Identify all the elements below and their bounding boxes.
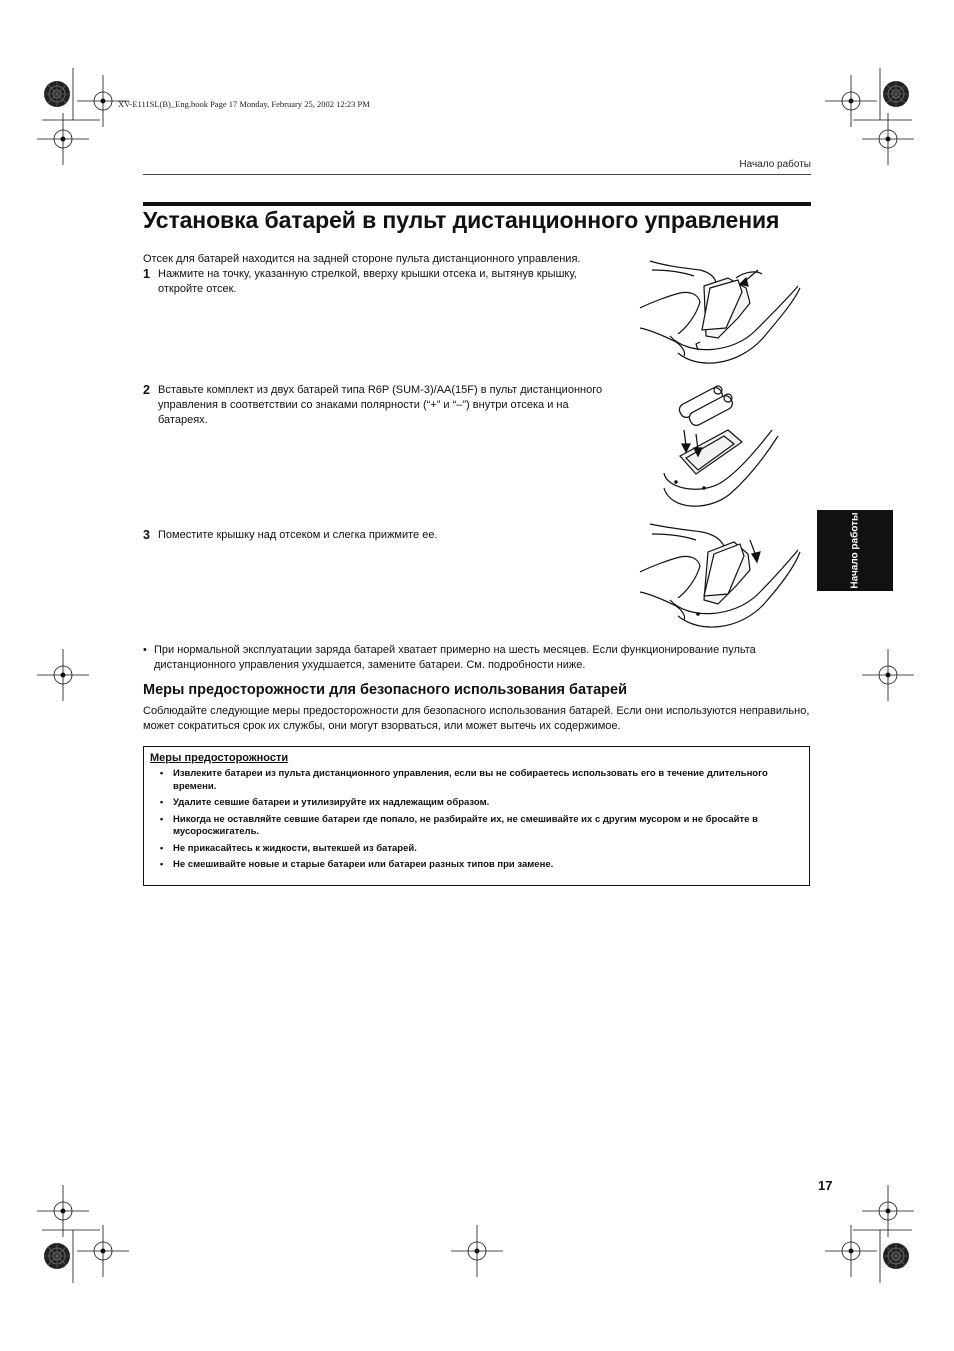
step-text: Вставьте комплект из двух батарей типа R6P (SUM-3)/AA(15F) в пульт дистанционного управления в соответствии со знаками полярности (“+” и “–”) внутри отсека и на батареях. xyxy=(158,384,603,426)
title-bar xyxy=(143,202,811,206)
step-number: 3 xyxy=(143,528,150,542)
bullet-icon: • xyxy=(159,813,164,825)
caution-item-text: Не смешивайте новые и старые батареи или батареи разных типов при замене. xyxy=(173,859,554,870)
step-number: 2 xyxy=(143,383,150,397)
section-label: Начало работы xyxy=(739,159,811,170)
step-1 xyxy=(143,267,623,297)
list-item xyxy=(150,814,803,839)
caution-title: Меры предосторожности xyxy=(150,752,289,764)
bullet-icon: • xyxy=(159,768,164,779)
step-text: Нажмите на точку, указанную стрелкой, вверху крышки отсека и, вытянув крышку, откройте отсек. xyxy=(158,268,577,295)
print-header: XV-E111SL(B)_Eng.book Page 17 Monday, February 25, 2002 12:23 PM xyxy=(118,99,370,109)
side-tab-label: Начало работы xyxy=(849,512,861,589)
caution-item-text: Не прикасайтесь к жидкости, вытекшей из батарей. xyxy=(173,842,417,854)
insert-batteries-illustration xyxy=(660,378,780,513)
caution-item-text: Извлеките батареи из пульта дистанционного управления, если вы не собираетесь использовать его в течение длительного времени. xyxy=(173,768,768,792)
page-title: Установка батарей в пульт дистанционного управления xyxy=(143,207,780,233)
remote-open-cover-illustration xyxy=(638,258,804,373)
step-text: Поместите крышку над отсеком и слегка прижмите ее. xyxy=(158,529,438,541)
note-text: При нормальной эксплуатации заряда батарей хватает примерно на шесть месяцев. Если функционирование пульта дистанционного управления ухудшается, замените батареи. См. подробности ниже. xyxy=(154,644,756,671)
safety-intro: Соблюдайте следующие меры предосторожности для безопасного использования батарей. Если они используются неправильно, может сократиться срок их службы, они могут взорваться, или может вытечь их содержимое. xyxy=(143,705,810,732)
safety-heading: Меры предосторожности для безопасного использования батарей xyxy=(143,682,628,698)
bullet-icon: • xyxy=(159,842,164,854)
caution-list xyxy=(150,768,803,872)
step-3 xyxy=(143,528,623,543)
intro-text: Отсек для батарей находится на задней стороне пульта дистанционного управления. xyxy=(143,253,581,265)
page-number: 17 xyxy=(818,1178,833,1193)
battery-life-note xyxy=(143,643,811,673)
caution-item-text: Удалите севшие батареи и утилизируйте их надлежащим образом. xyxy=(173,797,490,808)
list-item xyxy=(150,843,803,856)
bullet-icon: • xyxy=(159,797,164,808)
caution-box xyxy=(143,746,810,886)
list-item xyxy=(150,768,803,793)
bullet-icon: • xyxy=(159,859,164,870)
side-tab xyxy=(817,510,893,591)
header-rule xyxy=(143,174,811,175)
bullet-icon: • xyxy=(143,644,147,656)
close-cover-illustration xyxy=(638,520,804,638)
caution-item-text: Никогда не оставляйте севшие батареи где попало, не разбирайте их, не смешивайте их с другим мусором и не бросайте в мусоросжигатель. xyxy=(173,813,758,837)
list-item xyxy=(150,859,803,872)
list-item xyxy=(150,797,803,810)
step-2 xyxy=(143,383,613,428)
step-number: 1 xyxy=(143,267,150,281)
